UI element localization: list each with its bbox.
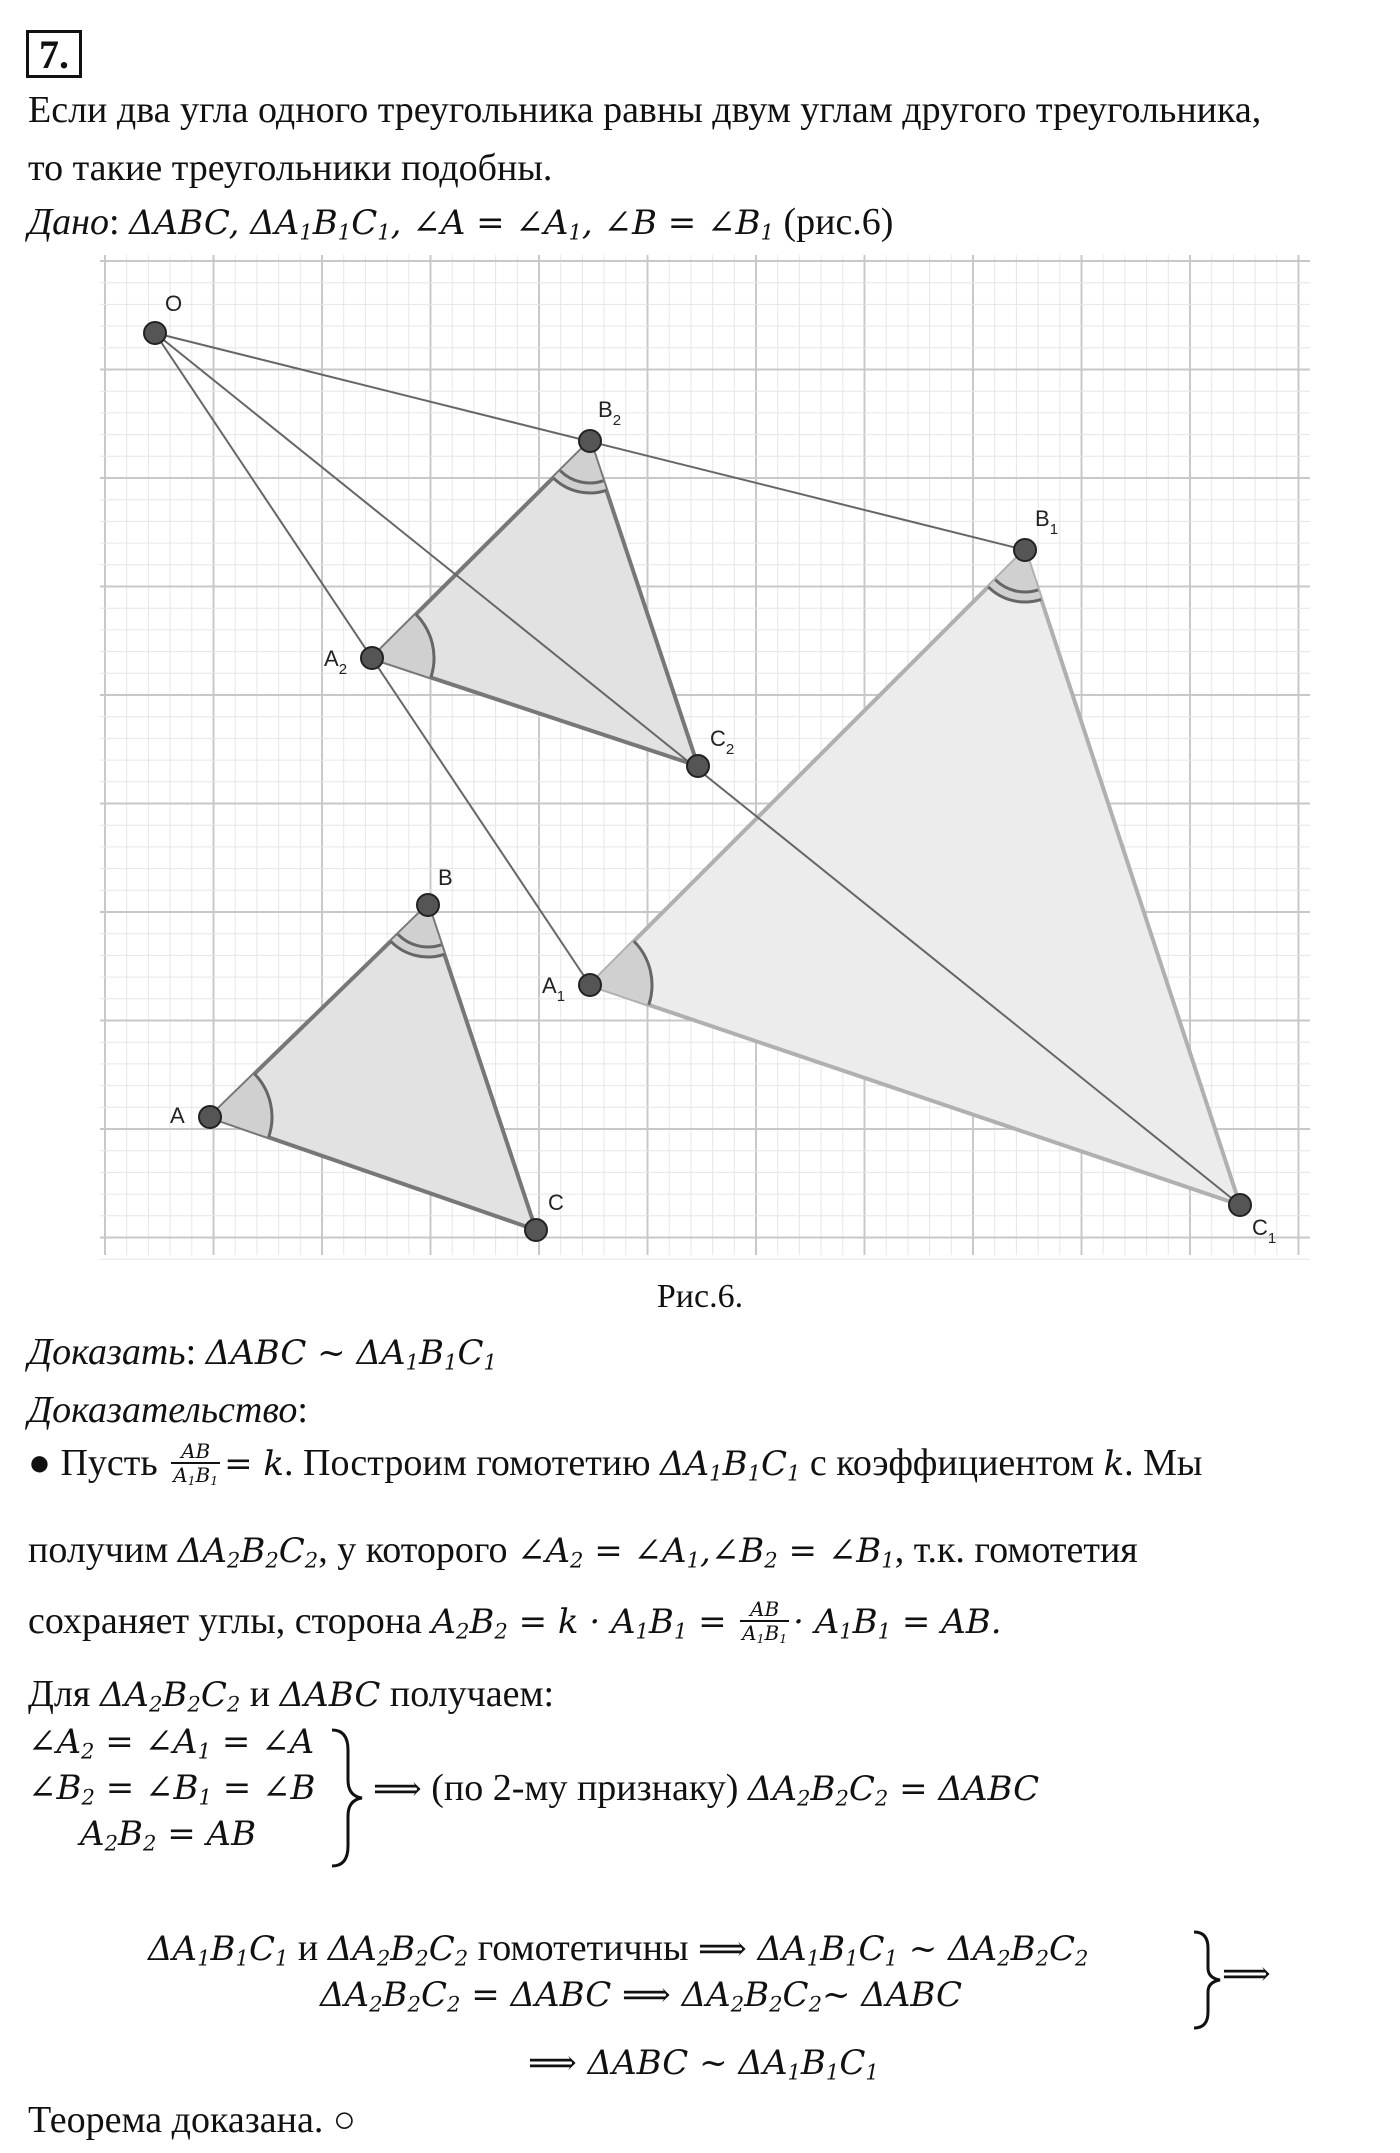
proof-line-2: получим $\Delta A_2B_2C_2$, у которого $\angle A_2$ = $\angle A_1,\angle B_2$ = $\angle B_1$, т.к. гомотетия bbox=[28, 1529, 1138, 1573]
label-b1: $B_1$ bbox=[1035, 506, 1059, 538]
criterion-text: (по 2-му признаку) bbox=[431, 1767, 739, 1809]
label-a1: $A_1$ bbox=[542, 973, 566, 1005]
proof-line-3: сохраняет углы, сторона $A_2B_2 = k \cdot A_1B_1$ = $\frac{AB}{A_1B_1}$ · $A_1B_1$ = AB. bbox=[28, 1598, 1002, 1650]
point-b bbox=[417, 894, 439, 916]
label-a: A bbox=[170, 1103, 185, 1128]
label-c: C bbox=[548, 1190, 564, 1215]
qed-line: Теорема доказана. ○ bbox=[28, 2099, 356, 2141]
theorem-line-2: то такие треугольники подобны. bbox=[28, 147, 553, 189]
homothetic-word: гомотетичны bbox=[477, 1927, 689, 1969]
given-line: Дано: ΔABC, $\Delta A_1B_1C_1$, ∠A = $\angle A_1$, ∠B = $\angle B_1$ (рис.6) bbox=[28, 201, 894, 245]
p2-text-b: , у которого bbox=[318, 1529, 508, 1571]
p2-text-c: , т.к. гомотетия bbox=[894, 1529, 1138, 1571]
implies-arrow: ⟹ bbox=[1222, 1954, 1271, 1994]
p3-text-a: сохраняет углы, сторона bbox=[28, 1599, 422, 1642]
point-c1 bbox=[1229, 1194, 1251, 1216]
point-o bbox=[144, 322, 166, 344]
prove-label: Доказать bbox=[28, 1331, 186, 1373]
proof-label: Доказательство bbox=[28, 1389, 298, 1431]
for-text-a: Для bbox=[28, 1673, 91, 1715]
label-b2: $B_2$ bbox=[598, 397, 622, 429]
point-a1 bbox=[579, 974, 601, 996]
figure-caption: Рис.6. bbox=[656, 1278, 744, 1315]
label-b: B bbox=[438, 865, 453, 890]
ratio-ab-a1b1-2: $\frac{AB}{A_1B_1}$ bbox=[742, 1597, 788, 1647]
right-brace bbox=[328, 1728, 368, 1868]
p1-text-b: . Построим гомотетию bbox=[284, 1441, 651, 1484]
label-a2: $A_2$ bbox=[324, 646, 348, 678]
label-c1: $C_1$ bbox=[1252, 1215, 1277, 1247]
proof-line-1: ● Пусть $\frac{AB}{A_1B_1}$ = k. Построим гомотетию $\Delta A_1B_1C_1$ с коэффициентом k. Мы bbox=[28, 1440, 1202, 1492]
triangle-a2b2c2 bbox=[372, 441, 698, 766]
triangle-a1b1c1 bbox=[590, 550, 1240, 1205]
theorem-line-1: Если два угла одного треугольника равны двум углам другого треугольника, bbox=[28, 89, 1262, 131]
figure-6 bbox=[100, 255, 1320, 1265]
p2-text-a: получим bbox=[28, 1529, 169, 1571]
point-a2 bbox=[361, 647, 383, 669]
given-label: Дано bbox=[28, 201, 110, 243]
p1-text-d: . Мы bbox=[1124, 1441, 1203, 1484]
prove-math: ΔABC ~ $\Delta A_1B_1C_1$ bbox=[205, 1333, 497, 1375]
for-text-b: и bbox=[249, 1673, 271, 1715]
prove-line: Доказать: ΔABC ~ $\Delta A_1B_1C_1$ bbox=[28, 1331, 497, 1375]
ratio-ab-a1b1: $\frac{AB}{A_1B_1}$ bbox=[173, 1439, 219, 1489]
for-line: Для $\Delta A_2B_2C_2$ и ΔABC получаем: bbox=[28, 1673, 555, 1717]
point-c2 bbox=[687, 755, 709, 777]
point-b1 bbox=[1014, 539, 1036, 561]
and-word: и bbox=[297, 1927, 319, 1969]
for-text-c: получаем: bbox=[389, 1673, 555, 1715]
p1-text-c: с коэффициентом bbox=[809, 1441, 1095, 1484]
point-a bbox=[199, 1106, 221, 1128]
given-math: ΔABC, $\Delta A_1B_1C_1$, ∠A = $\angle A_1$, ∠B = $\angle B_1$ bbox=[129, 203, 774, 245]
point-c bbox=[525, 1219, 547, 1241]
p1-text-a: Пусть bbox=[60, 1441, 158, 1484]
conclusion-line-2: $\Delta A_2B_2C_2 = \Delta ABC$ ⟹ $\Delta A_2B_2C_2\sim$ ΔABC bbox=[320, 1975, 963, 2017]
problem-number: 7. bbox=[26, 30, 82, 78]
triangle-abc bbox=[210, 905, 536, 1230]
conclusion-line-3: ⟹ ΔABC ~ $\Delta A_1B_1C_1$ bbox=[528, 2043, 879, 2085]
bullet: ● bbox=[28, 1441, 51, 1484]
point-b2 bbox=[579, 430, 601, 452]
label-c2: $C_2$ bbox=[710, 726, 735, 758]
given-tail: (рис.6) bbox=[783, 201, 894, 243]
conclusion-line-1: $\Delta A_1B_1C_1$ и $\Delta A_2B_2C_2$ гомотетичны ⟹ $\Delta A_1B_1C_1$ ~ $\Delta A_2B_2C_2$ bbox=[148, 1927, 1089, 1971]
label-o: O bbox=[165, 291, 183, 316]
proof-heading: Доказательство: bbox=[28, 1389, 308, 1431]
